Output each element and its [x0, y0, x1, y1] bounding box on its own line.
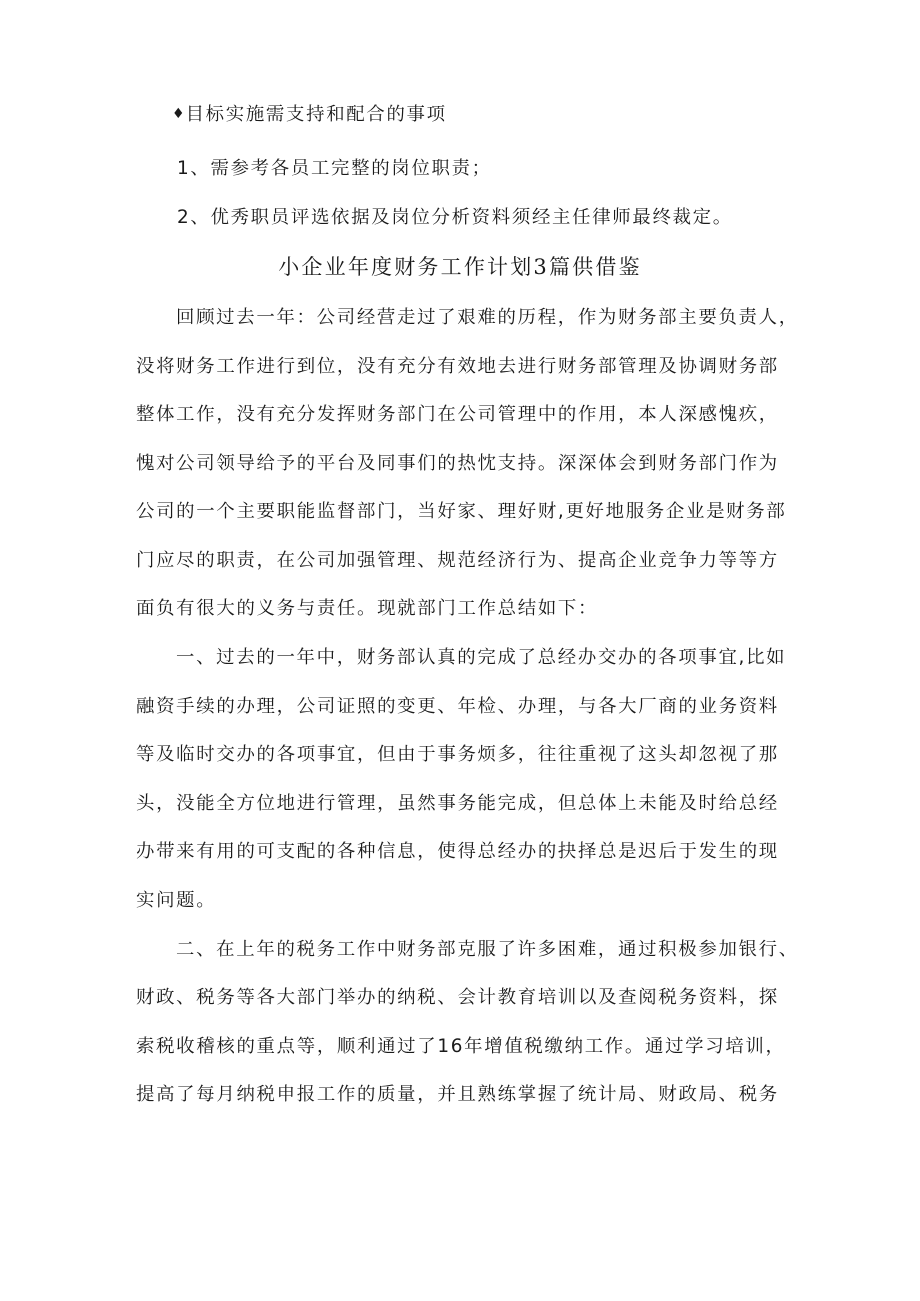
paragraph-line: 二、在上年的税务工作中财务部克服了许多困难，通过积极参加银行、: [176, 939, 799, 960]
section-heading-text: 目标实施需支持和配合的事项: [185, 104, 447, 125]
paragraph-line: 一、过去的一年中，财务部认真的完成了总经办交办的各项事宜,比如: [176, 647, 787, 668]
paragraph-line: 愧对公司领导给予的平台及同事们的热忱支持。深深体会到财务部门作为: [136, 453, 779, 474]
paragraph-line: 整体工作，没有充分发挥财务部门在公司管理中的作用，本人深感愧疚，: [136, 404, 779, 425]
paragraph-line: 公司的一个主要职能监督部门，当好家、理好财,更好地服务企业是财务部: [136, 501, 787, 522]
paragraph-line: 办带来有用的可支配的各种信息，使得总经办的抉择总是迟后于发生的现: [136, 841, 779, 862]
paragraph-line: 财政、税务等各大部门举办的纳税、会计教育培训以及查阅税务资料，探: [136, 987, 779, 1008]
diamond-bullet-icon: ♦: [172, 106, 185, 122]
paragraph-line: 头，没能全方位地进行管理，虽然事务能完成，但总体上未能及时给总经: [136, 793, 779, 814]
list-item: 2、优秀职员评选依据及岗位分析资料须经主任律师最终裁定。: [177, 207, 733, 228]
paragraph-line: 门应尽的职责，在公司加强管理、规范经济行为、提高企业竞争力等等方: [136, 550, 779, 571]
paragraph-line: 等及临时交办的各项事宜，但由于事务烦多，往往重视了这头却忽视了那: [136, 744, 779, 765]
paragraph-line: 面负有很大的义务与责任。现就部门工作总结如下：: [136, 598, 599, 619]
document-title: 小企业年度财务工作计划3篇供借鉴: [278, 255, 642, 279]
paragraph-line: 没将财务工作进行到位，没有充分有效地去进行财务部管理及协调财务部: [136, 356, 779, 377]
paragraph-line: 融资手续的办理，公司证照的变更、年检、办理，与各大厂商的业务资料: [136, 696, 779, 717]
paragraph-line: 回顾过去一年：公司经营走过了艰难的历程，作为财务部主要负责人，: [176, 307, 799, 328]
section-heading: [172, 101, 447, 128]
paragraph-line: 提高了每月纳税申报工作的质量，并且熟练掌握了统计局、财政局、税务: [136, 1084, 779, 1105]
list-item: 1、需参考各员工完整的岗位职责；: [177, 158, 492, 179]
paragraph-line: 索税收稽核的重点等，顺利通过了16年增值税缴纳工作。通过学习培训，: [136, 1036, 786, 1057]
paragraph-line: 实问题。: [136, 890, 217, 911]
